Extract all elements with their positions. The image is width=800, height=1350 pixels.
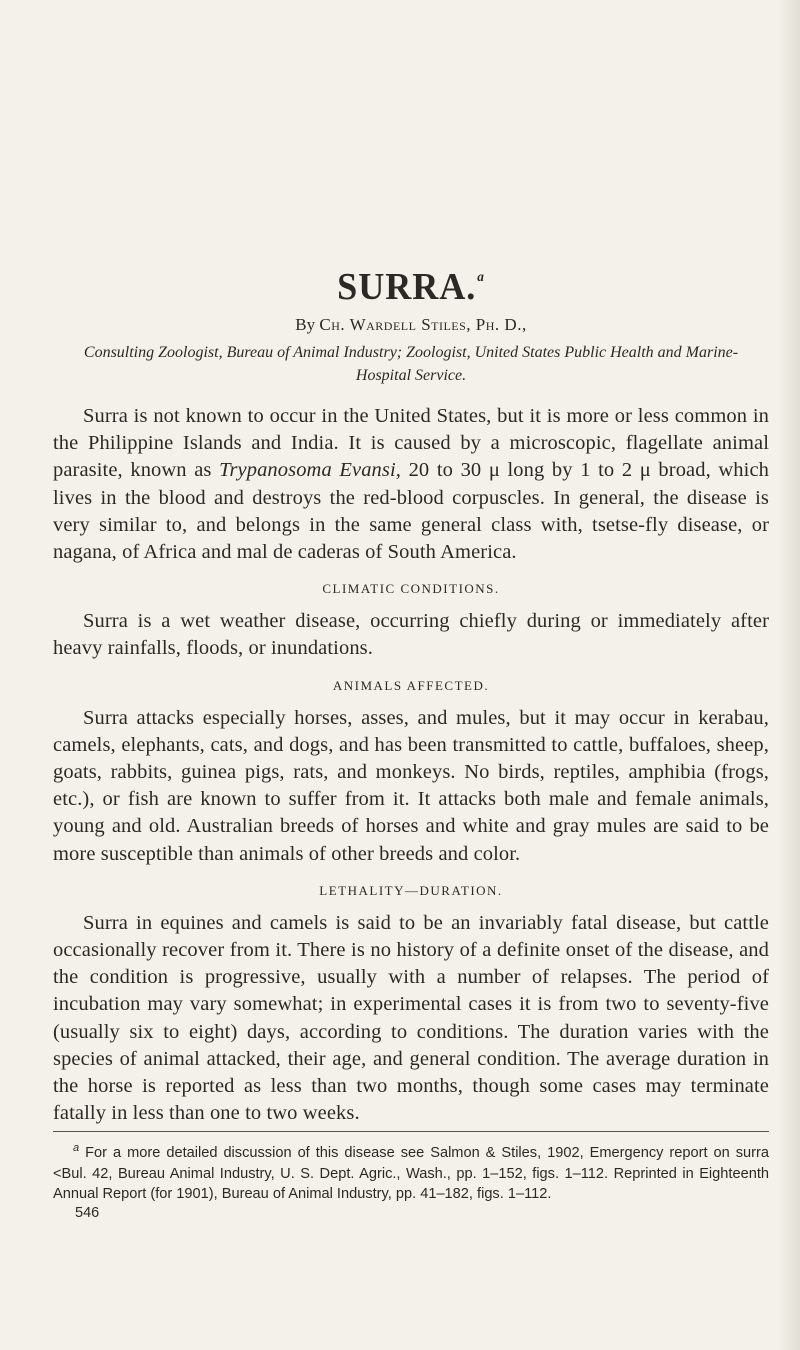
footnote-divider [53, 1131, 769, 1132]
author-affiliation: Consulting Zoologist, Bureau of Animal Industry; Zoologist, United States Public Health and Marine-Hospital Service. [83, 344, 739, 384]
section-paragraph-climatic: Surra is a wet weather disease, occurring chiefly during or immediately after heavy rainfalls, floods, or inundations. [53, 610, 769, 660]
section-heading-lethality: LETHALITY—DURATION. [319, 882, 503, 898]
section-heading-climatic: CLIMATIC CONDITIONS. [322, 581, 500, 597]
section-paragraph-animals: Surra attacks especially horses, asses, and mules, but it may occur in kerabau, camels, elephants, cats, and dogs, and has been transmitted to cattle, buffaloes, sheep, goats, rabbits, guinea pigs, rats, and monkeys. No birds, reptiles, amphibia (frogs, etc.), or fish are known to suffer from it. It attacks both male and female animals, young and old. Australian breeds of horses and white and gray mules are said to be more susceptible than animals of other breeds and color. [53, 706, 769, 865]
section-paragraph-lethality: Surra in equines and camels is said to be an invariably fatal disease, but cattle occasionally recover from it. There is no history of a definite onset of the disease, and the condition is progressive, usually with a number of relapses. The period of incubation may vary somewhat; in experimental cases it is from two to seventy-five (usually six to eight) days, according to conditions. The duration varies with the species of animal attacked, their age, and general condition. The average duration in the horse is reported as less than two months, though some cases may terminate fatally in less than one to two weeks. [53, 911, 769, 1125]
species-name: Trypanosoma Evansi, [219, 459, 401, 482]
title-footnote-marker: a [477, 270, 485, 285]
footnote: $^a$ For a more detailed discussion of this disease see Salmon & Stiles, 1902, Emergency report on surra <Bul. 42, Bureau Animal Industry, U. S. Dept. Agric., Wash., pp. 1–152, figs. 1–112. Reprinted in Eighteenth Annual Report (for 1901), Bureau of Animal Industry, pp. 41–182, figs. 1–112. [53, 1142, 769, 1203]
page-title: SURRA.$^a$ [337, 266, 485, 308]
page-edge-shadow [778, 0, 800, 1350]
footnote-marker: a [73, 1142, 80, 1155]
author-name: Ch. Wardell Stiles, Ph. D., [319, 315, 527, 334]
section-heading-animals: ANIMALS AFFECTED. [332, 677, 490, 693]
byline: By Ch. Wardell Stiles, Ph. D., [295, 315, 527, 334]
page-content [53, 258, 769, 1221]
page-number: 546 [75, 1204, 100, 1221]
intro-paragraph: Surra is not known to occur in the United States, but it is more or less common in the Philippine Islands and India. It is caused by a microscopic, flagellate animal parasite, known as Trypanosoma Evansi, 20 to 30 μ long by 1 to 2 μ broad, which lives in the blood and destroys the red-blood corpuscles. In general, the disease is very similar to, and belongs in the same general class with, tsetse-fly disease, or nagana, of Africa and mal de caderas of South America. [53, 405, 769, 564]
